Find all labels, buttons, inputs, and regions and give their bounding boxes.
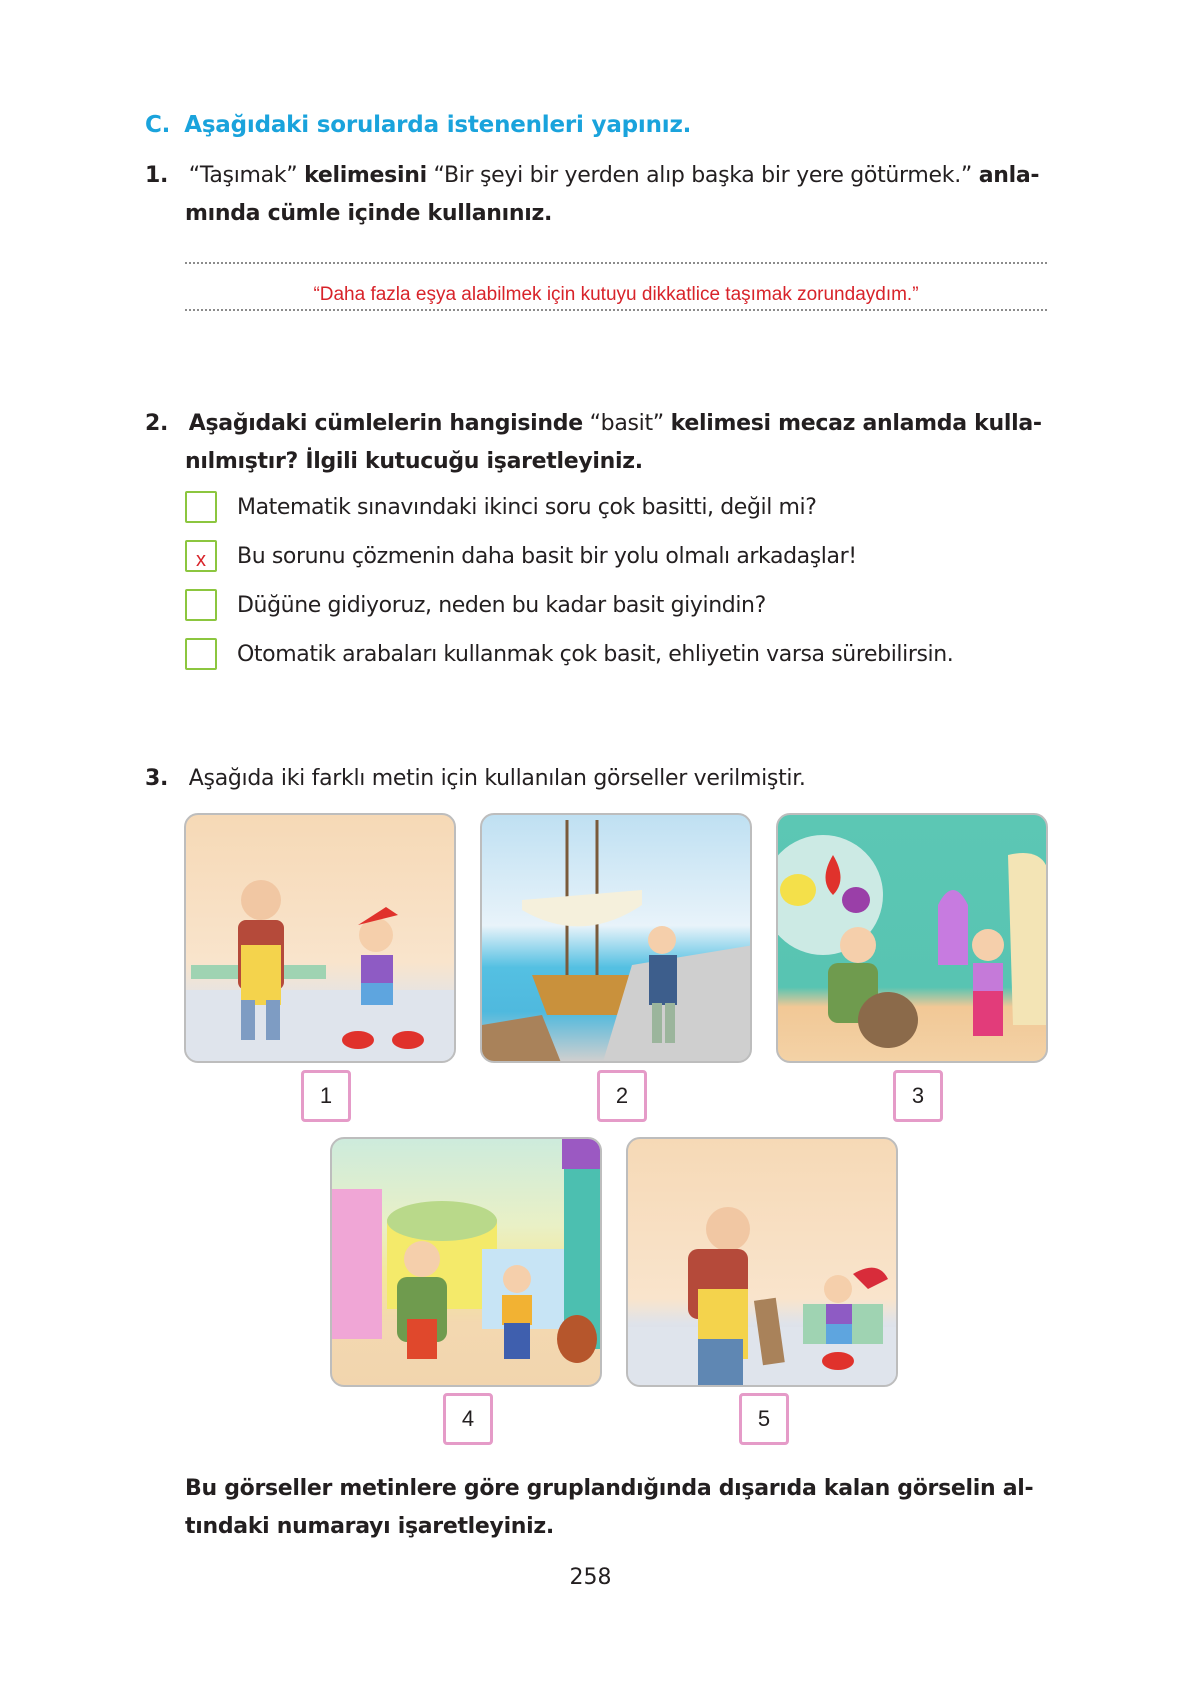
- section-letter: C.: [145, 112, 171, 138]
- number-label: 1: [319, 1083, 333, 1108]
- illustration-5-workshop-hammer: [626, 1137, 898, 1387]
- question-3-instruction: [185, 1470, 1055, 1546]
- palace-scene-icon: [778, 815, 1048, 1063]
- number-box-5[interactable]: [739, 1393, 789, 1445]
- illustration-2-harbor: [480, 813, 752, 1063]
- question-1-number: 1.: [145, 163, 169, 188]
- harbor-scene-icon: [482, 815, 752, 1063]
- number-label: 5: [757, 1406, 771, 1431]
- section-heading: [145, 112, 691, 138]
- number-label: 4: [461, 1406, 475, 1431]
- question-1-answer[interactable]: “Daha fazla eşya alabilmek için kutuyu dikkatlice taşımak zorundaydım.”: [313, 284, 919, 305]
- answer-dotted-line-2: [185, 309, 1047, 311]
- q2-part-b: kelimesi mecaz anlamda kulla-: [670, 411, 1042, 436]
- q3-intro: Aşağıda iki farklı metin için kullanılan görseller verilmiştir.: [188, 766, 806, 791]
- illustration-1-workshop: [184, 813, 456, 1063]
- question-1-line-2: [185, 195, 552, 233]
- checkbox[interactable]: [185, 540, 217, 572]
- checkbox[interactable]: [185, 638, 217, 670]
- workshop-scene-icon: [186, 815, 456, 1063]
- option-text: Düğüne gidiyoruz, neden bu kadar basit giyindin?: [237, 592, 766, 618]
- number-box-2[interactable]: [597, 1070, 647, 1122]
- question-1-line-1: [145, 157, 1055, 195]
- checkbox[interactable]: [185, 589, 217, 621]
- option-3[interactable]: [185, 585, 766, 625]
- q2-term: “basit”: [589, 411, 664, 436]
- question-2-line-1: [145, 405, 1055, 443]
- option-text: Matematik sınavındaki ikinci soru çok basitti, değil mi?: [237, 494, 817, 520]
- q2-line2-text: nılmıştır? İlgili kutucuğu işaretleyiniz.: [185, 449, 643, 474]
- question-3-line: [145, 760, 806, 798]
- option-text: Bu sorunu çözmenin daha basit bir yolu olmalı arkadaşlar!: [237, 543, 857, 569]
- option-4[interactable]: [185, 634, 953, 674]
- option-2[interactable]: [185, 536, 857, 576]
- number-box-1[interactable]: [301, 1070, 351, 1122]
- illustration-3-magic-lamps: [776, 813, 1048, 1063]
- instruction-line-2: tındaki numarayı işaretleyiniz.: [185, 1514, 554, 1539]
- q2-part-a: Aşağıdaki cümlelerin hangisinde: [188, 411, 583, 436]
- page-number: 258: [569, 1565, 612, 1590]
- number-box-4[interactable]: [443, 1393, 493, 1445]
- street-scene-icon: [332, 1139, 602, 1387]
- q1-definition: “Bir şeyi bir yerden alıp başka bir yere götürmek.”: [433, 163, 972, 188]
- illustration-4-street: [330, 1137, 602, 1387]
- checkbox[interactable]: [185, 491, 217, 523]
- q1-keyword: kelimesini: [304, 163, 427, 188]
- question-3-number: 3.: [145, 766, 169, 791]
- q1-term: “Taşımak”: [188, 163, 298, 188]
- option-1[interactable]: [185, 487, 817, 527]
- number-box-3[interactable]: [893, 1070, 943, 1122]
- option-text: Otomatik arabaları kullanmak çok basit, ehliyetin varsa sürebilirsin.: [237, 641, 954, 667]
- instruction-line-1: Bu görseller metinlere göre gruplandığında dışarıda kalan görselin al-: [185, 1476, 1034, 1501]
- number-label: 2: [615, 1083, 629, 1108]
- number-label: 3: [911, 1083, 925, 1108]
- question-2-number: 2.: [145, 411, 169, 436]
- q1-line2-text: mında cümle içinde kullanınız.: [185, 201, 553, 226]
- section-title: Aşağıdaki sorularda istenenleri yapınız.: [184, 112, 692, 138]
- question-2-line-2: [185, 443, 643, 481]
- workshop-hammer-scene-icon: [628, 1139, 898, 1387]
- x-mark-icon: x: [196, 549, 206, 571]
- answer-dotted-line-1: [185, 262, 1047, 264]
- q1-hyphen-part: anla-: [978, 163, 1040, 188]
